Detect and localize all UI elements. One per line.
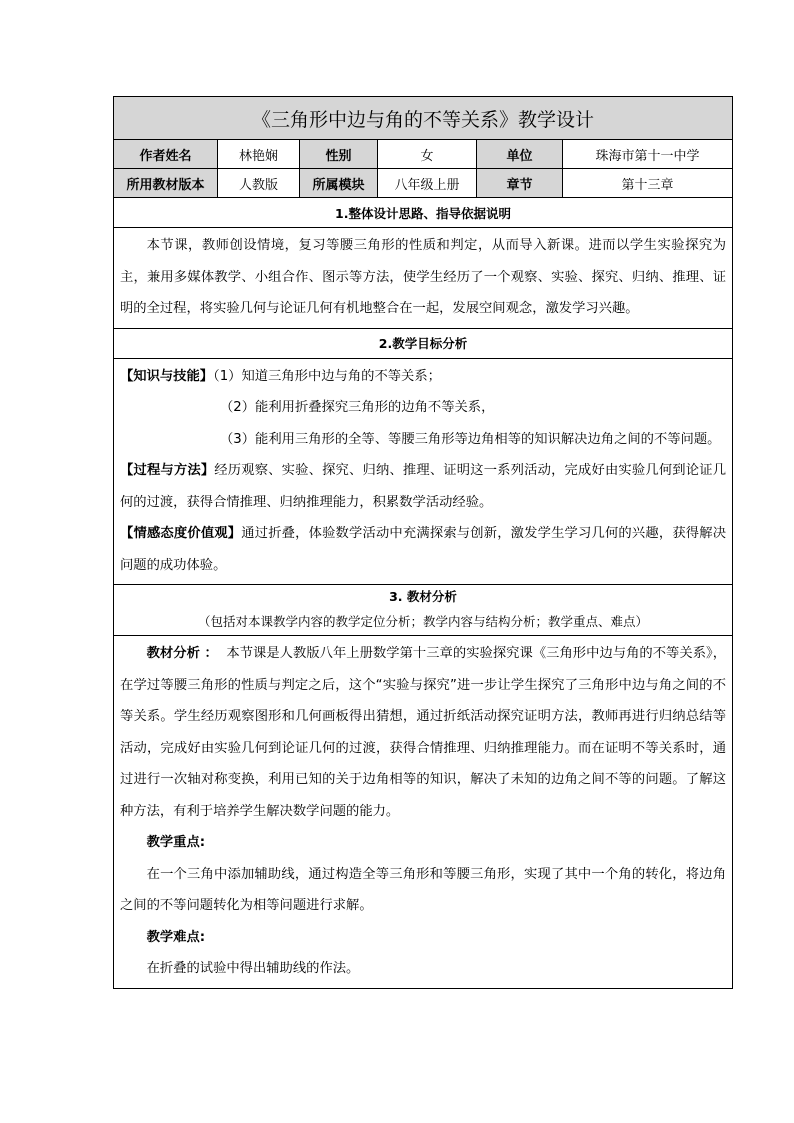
chapter-value: 第十三章	[563, 169, 733, 198]
section1-heading: 1.整体设计思路、指导依据说明	[114, 198, 733, 228]
key-point-label-line	[120, 827, 726, 859]
info-row-2	[114, 169, 733, 198]
key-point-text: 在一个三角中添加辅助线，通过构造全等三角形和等腰三角形，实现了其中一个角的转化，将边角之间的不等问题转化为相等问题进行求解。	[120, 866, 727, 913]
section2-heading: 2.教学目标分析	[114, 328, 733, 358]
unit-label: 单位	[477, 140, 563, 169]
section3-heading-cell	[114, 585, 733, 636]
gender-value: 女	[378, 140, 477, 169]
author-label: 作者姓名	[114, 140, 218, 169]
lesson-design-document	[113, 96, 732, 989]
process-text: 经历观察、实验、探究、归纳、推理、证明这一系列活动，完成好由实验几何到论证几何的过渡，获得合情推理、归纳推理能力，积累数学活动经验。	[120, 463, 727, 510]
knowledge-text-2: （2）能利用折叠探究三角形的边角不等关系，	[220, 400, 495, 415]
section2-body	[114, 358, 733, 585]
edition-label: 所用教材版本	[114, 169, 218, 198]
emotion-text: 通过折叠，体验数学活动中充满探索与创新，激发学生学习几何的兴趣，获得解决问题的成功体验。	[120, 526, 727, 573]
difficulty-label: 教学难点:	[146, 929, 206, 945]
difficulty-label-line	[120, 922, 726, 954]
document-title: 《三角形中边与角的不等关系》教学设计	[114, 97, 733, 140]
knowledge-text-1: （1）知道三角形中边与角的不等关系；	[213, 368, 441, 384]
emotion-label: 【情感态度价值观】	[120, 526, 242, 541]
unit-value: 珠海市第十一中学	[563, 140, 733, 169]
analysis-paragraph	[120, 638, 726, 827]
module-value: 八年级上册	[378, 169, 477, 198]
knowledge-item-1	[120, 361, 726, 393]
emotion-item	[120, 518, 726, 581]
knowledge-label: 【知识与技能】	[120, 368, 214, 384]
author-value: 林艳娴	[218, 140, 300, 169]
process-label: 【过程与方法】	[120, 463, 215, 478]
info-row-1	[114, 140, 733, 169]
analysis-label: 教材分析 ：	[146, 646, 218, 661]
lesson-design-table	[113, 96, 733, 989]
knowledge-text-3: （3）能利用三角形的全等、等腰三角形等边角相等的知识解决边角之间的不等问题。	[220, 431, 721, 447]
key-point-label: 教学重点:	[146, 835, 206, 850]
analysis-text: 本节课是人教版八年上册数学第十三章的实验探究课《三角形中边与角的不等关系》，在学过等腰三角形的性质与判定之后，这个“实验与探究”进一步让学生探究了三角形中边与角之间的不等关系。学生经历观察图形和几何画板得出猜想，通过折纸活动探究证明方法，教师再进行归纳总结等活动，完成好由实验几何到论证几何的过渡，获得合情推理、归纳推理能力。而在证明不等关系时，通过进行一次轴对称变换，利用已知的关于边角相等的知识，解决了未知的边角之间不等的问题。了解这种方法，有利于培养学生解决数学问题的能力。	[120, 646, 727, 819]
process-item	[120, 455, 726, 518]
section3-heading: 3. 教材分析	[389, 589, 457, 604]
edition-value: 人教版	[218, 169, 300, 198]
module-label: 所属模块	[300, 169, 378, 198]
section1-body	[114, 228, 733, 329]
chapter-label: 章节	[477, 169, 563, 198]
section1-text: 本节课，教师创设情境，复习等腰三角形的性质和判定，从而导入新课。进而以学生实验探究为主，兼用多媒体教学、小组合作、图示等方法，使学生经历了一个观察、实验、探究、归纳、推理、证明的全过程，将实验几何与论证几何有机地整合在一起，发展空间观念，激发学习兴趣。	[120, 238, 727, 316]
gender-label: 性别	[300, 140, 378, 169]
difficulty-text: 在折叠的试验中得出辅助线的作法。	[146, 961, 360, 976]
section3-body	[114, 636, 733, 989]
section3-subheading: （包括对本课教学内容的教学定位分析；教学内容与结构分析；教学重点、难点）	[198, 614, 649, 629]
